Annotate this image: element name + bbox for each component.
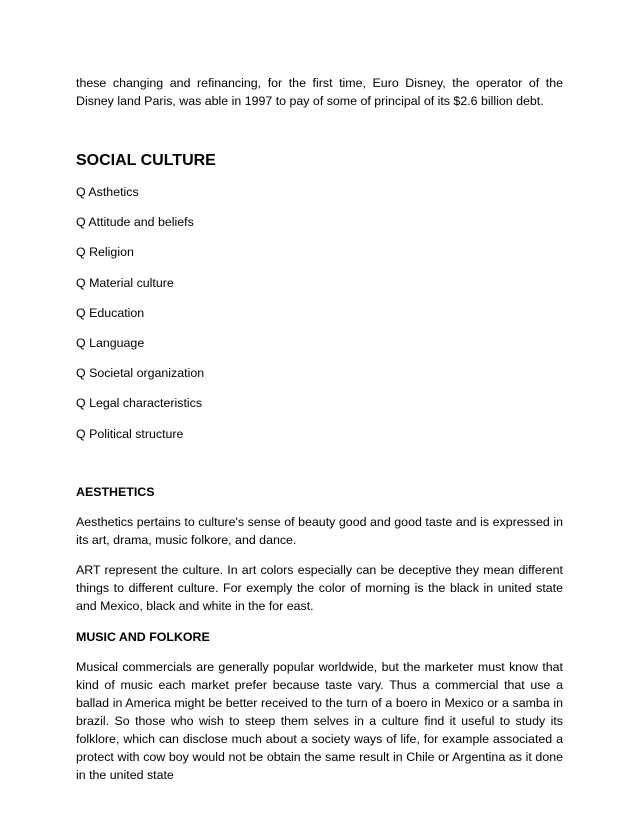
music-folkore-paragraph: Musical commercials are generally popular worldwide, but the marketer must know that kind of music each market prefer because taste vary. Thus a commercial that use a ballad in America might be better received to the turn of a boero in Mexico or a samba in brazil. So those who wish to steep them selves in a culture find it useful to study its folklore, which can disclose much about a society ways of life, for example associated a protect with cow boy would not be obtain the same result in Chile or Argentina as it done in the united state: [76, 659, 563, 782]
aesthetics-heading: AESTHETICS: [76, 484, 155, 499]
list-item: Q Language: [76, 335, 145, 350]
intro-paragraph: these changing and refinancing, for the first time, Euro Disney, the operator of the Disney land Paris, was able in 1997 to pay of some of principal of its $2.6 billion debt.: [76, 76, 563, 108]
social-culture-list: [76, 183, 563, 443]
social-culture-title: SOCIAL CULTURE: [76, 152, 216, 169]
aesthetics-paragraph-1: Aesthetics pertains to culture's sense of beauty good and good taste and is expressed in its art, drama, music folkore, and dance.: [76, 514, 563, 547]
list-item: Q Political structure: [76, 426, 184, 441]
list-item: Q Legal characteristics: [76, 396, 203, 411]
list-item: Q Religion: [76, 245, 134, 260]
list-item: Q Attitude and beliefs: [76, 215, 194, 230]
music-folkore-heading: MUSIC AND FOLKORE: [76, 629, 210, 644]
list-item: Q Education: [76, 305, 145, 320]
list-item: Q Asthetics: [76, 185, 139, 199]
list-item: Q Material culture: [76, 275, 174, 290]
aesthetics-paragraph-2: ART represent the culture. In art colors especially can be deceptive they mean different things to different culture. For exemply the color of morning is the black in united state and Mexico, black and white in the for east.: [76, 562, 563, 613]
list-item: Q Societal organization: [76, 366, 205, 381]
document-page: [76, 74, 563, 784]
